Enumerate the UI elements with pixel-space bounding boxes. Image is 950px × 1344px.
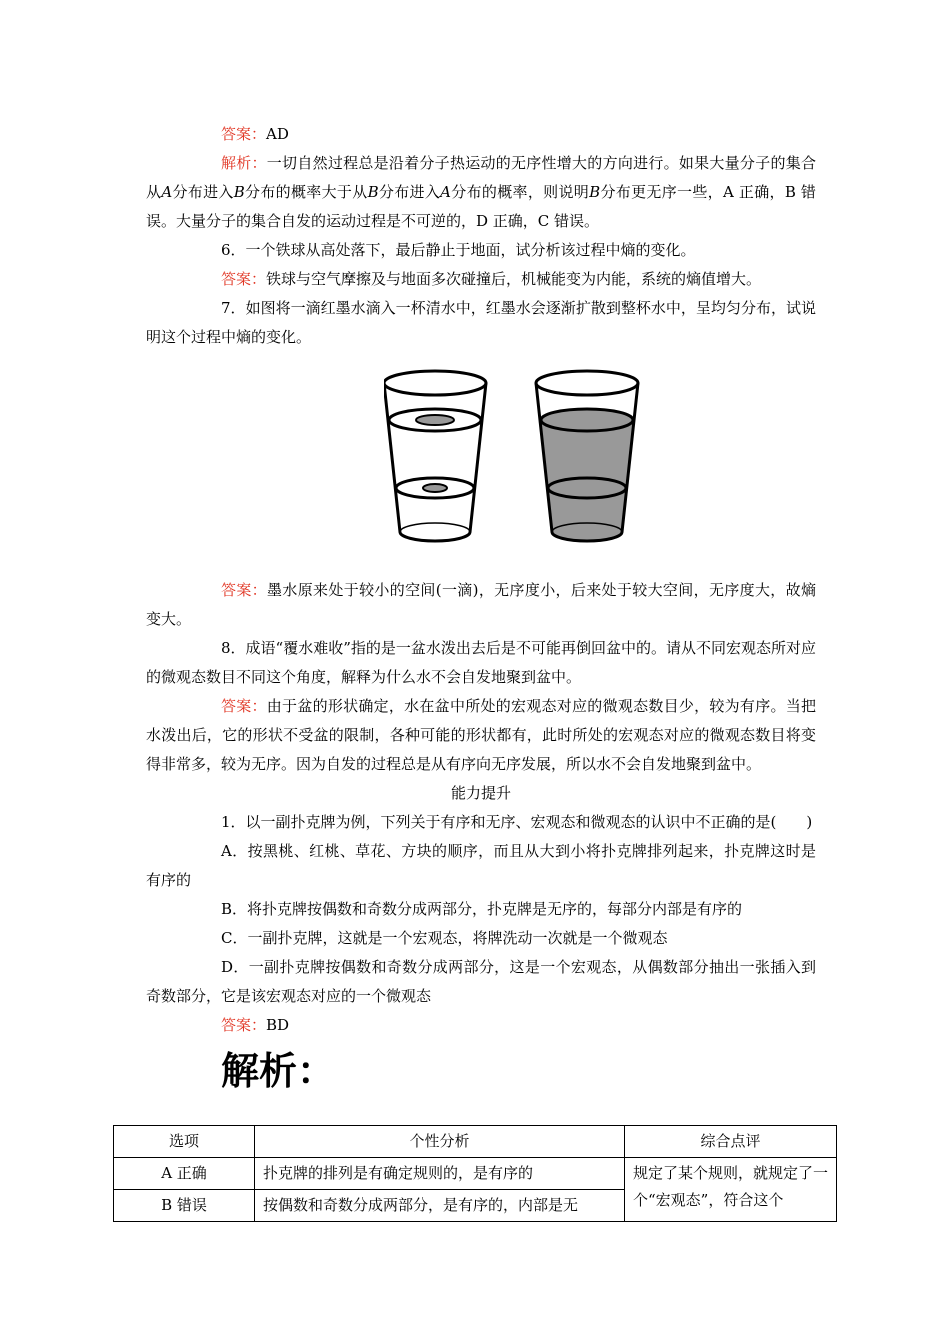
analysis-table (113, 1125, 837, 1222)
p1-option-a: A．按黑桃、红桃、草花、方块的顺序，而且从大到小将扑克牌排列起来，扑克牌这时是有序的 (146, 842, 816, 889)
p1-answer-line (146, 1011, 816, 1040)
answer-label: 答案： (221, 1016, 267, 1034)
q7-answer-line (146, 576, 816, 634)
q8-answer-line (146, 692, 816, 779)
q5-analysis: 解析：一切自然过程总是沿着分子热运动的无序性增大的方向进行。如果大量分子的集合从A分布进入B分布的概率大于从B分布进入A分布的概率，则说明B分布更无序一些，A 正确，B 错误。大量分子的集合自发的运动过程是不可逆的，D 正确，C 错误。 (146, 154, 816, 230)
q8-answer: 由于盆的形状确定，水在盆中所处的宏观态对应的微观态数目少，较为有序。当把水泼出后，它的形状不受盆的限制，各种可能的形状都有，此时所处的宏观态对应的微观态数目将变得非常多，较为无序。因为自发的过程总是从有序向无序发展，所以水不会自发地聚到盆中。 (146, 697, 816, 773)
table-row (114, 1158, 837, 1190)
q8-question: 8．成语“覆水难收”指的是一盆水泼出去后是不可能再倒回盆中的。请从不同宏观态所对应的微观态数目不同这个角度，解释为什么水不会自发地聚到盆中。 (146, 639, 816, 686)
q7-question: 7．如图将一滴红墨水滴入一杯清水中，红墨水会逐渐扩散到整杯水中，呈均匀分布，试说明这个过程中熵的变化。 (146, 299, 816, 346)
analysis-label: 解析： (221, 154, 267, 172)
glass-uniform-ink (536, 371, 638, 541)
answer-label: 答案： (221, 270, 267, 288)
p1-option-c: C．一副扑克牌，这就是一个宏观态，将牌洗动一次就是一个微观态 (221, 929, 668, 947)
p1-answer: BD (266, 1016, 290, 1034)
p1-option-b: B．将扑克牌按偶数和奇数分成两部分，扑克牌是无序的，每部分内部是有序的 (221, 900, 743, 918)
p1-option-d: D．一副扑克牌按偶数和奇数分成两部分，这是一个宏观态，从偶数部分抽出一张插入到奇数部分，它是该宏观态对应的一个微观态 (146, 958, 816, 1005)
table-header-row (114, 1126, 837, 1158)
glass-clear-with-drop (384, 371, 486, 541)
q6-answer: 铁球与空气摩擦及与地面多次碰撞后，机械能变为内能，系统的熵值增大。 (266, 270, 762, 288)
table-cell-analysis: 按偶数和奇数分成两部分，是有序的，内部是无 (255, 1190, 625, 1222)
table-cell-comment: 规定了某个规则，就规定了一个“宏观态”，符合这个 (625, 1158, 837, 1222)
answer-label: 答案： (221, 125, 267, 143)
table-header: 个性分析 (255, 1126, 625, 1158)
q7-answer: 墨水原来处于较小的空间(一滴)，无序度小，后来处于较大空间，无序度大，故熵变大。 (146, 581, 816, 628)
answer-label: 答案： (221, 697, 267, 715)
document-content (146, 120, 816, 1106)
q5-answer-line (146, 120, 816, 149)
answer-label: 答案： (221, 581, 268, 599)
p1-question: 1．以一副扑克牌为例，下列关于有序和无序、宏观态和微观态的认识中不正确的是( ) (221, 813, 813, 831)
table-header: 综合点评 (625, 1126, 837, 1158)
table-cell-option: A 正确 (114, 1158, 255, 1190)
ink-diffusion-figure (146, 360, 816, 570)
analysis-heading: 解析： (221, 1049, 336, 1093)
section-title: 能力提升 (450, 784, 511, 802)
q6-question: 6．一个铁球从高处落下，最后静止于地面，试分析该过程中熵的变化。 (221, 241, 696, 259)
two-glasses-illustration (384, 360, 642, 560)
q6-answer-line (146, 265, 816, 294)
table-cell-option: B 错误 (114, 1190, 255, 1222)
q5-answer: AD (266, 125, 289, 143)
table-cell-analysis: 扑克牌的排列是有确定规则的，是有序的 (255, 1158, 625, 1190)
table-header: 选项 (114, 1126, 255, 1158)
